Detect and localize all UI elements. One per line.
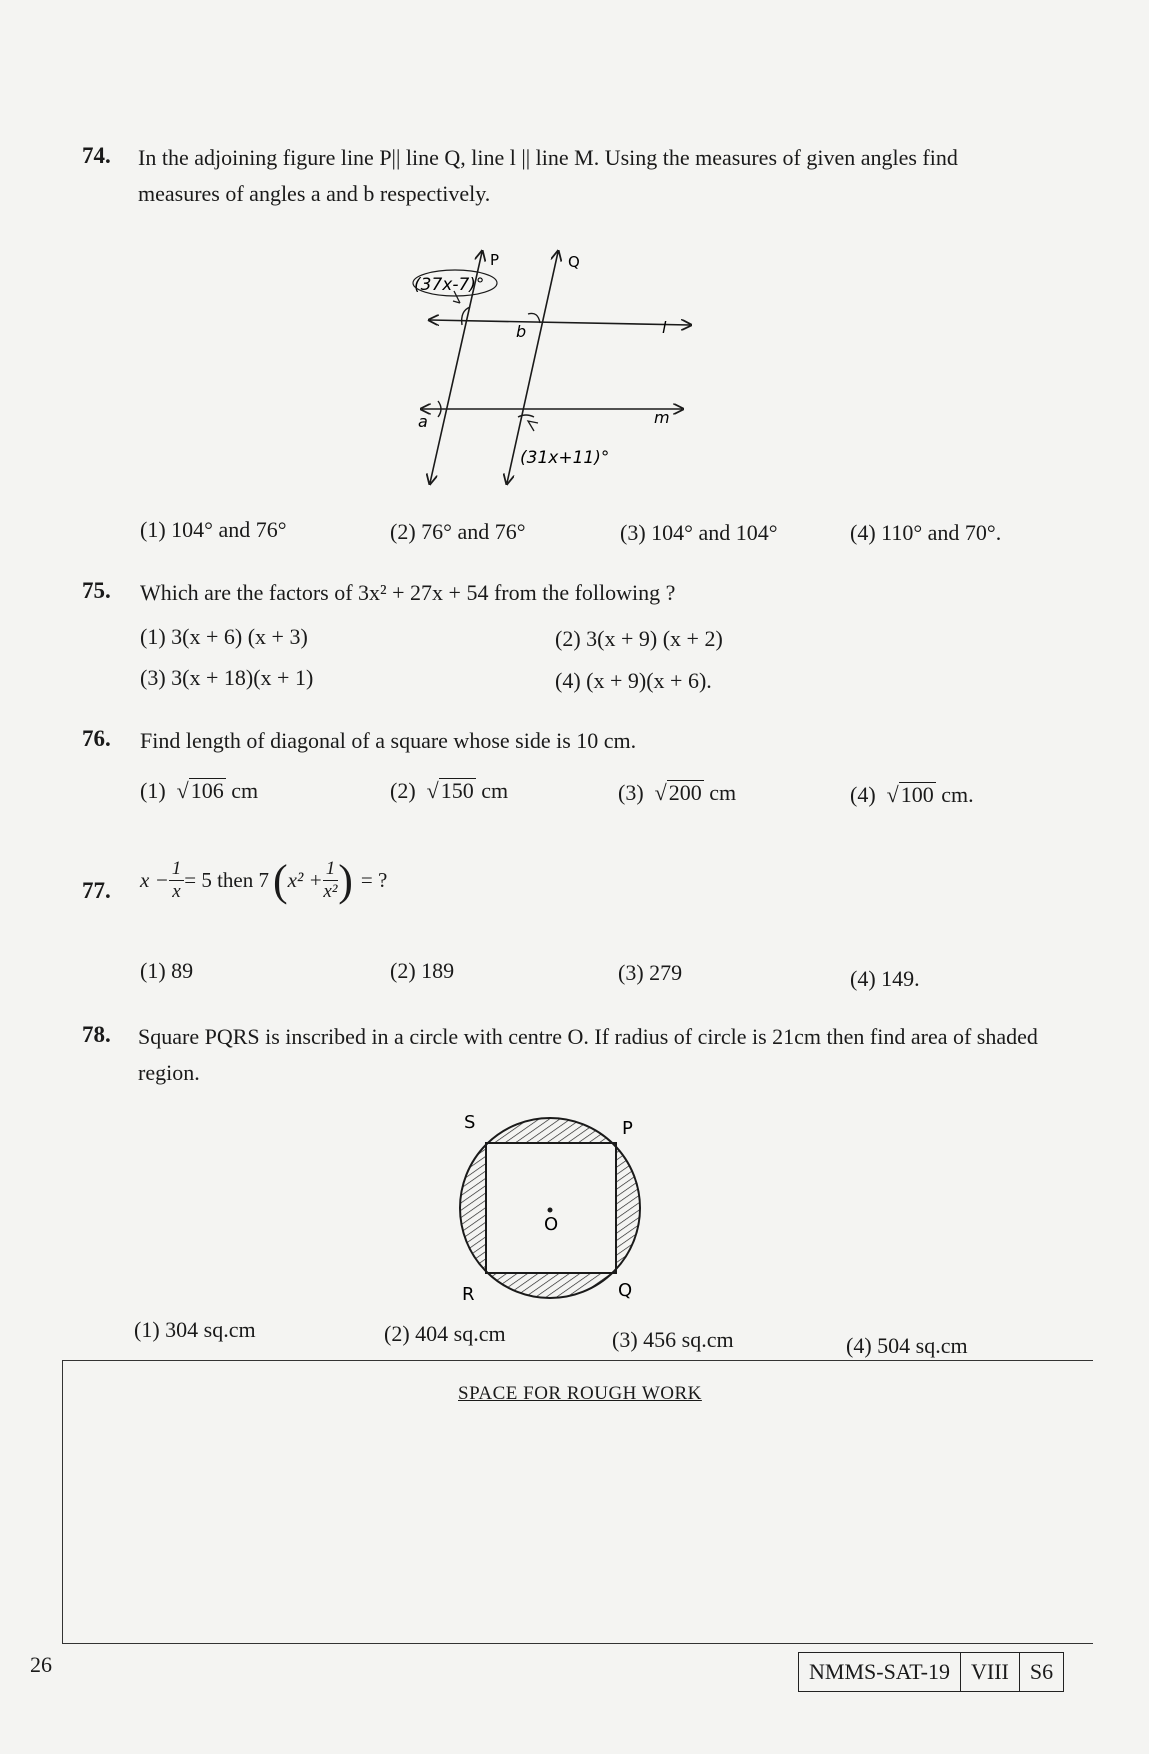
option-3: (3) 104° and 104° (620, 520, 778, 545)
unit: cm (709, 780, 737, 805)
option-4: (4) 110° and 70°. (850, 520, 1002, 545)
question-text: Find length of diagonal of a square whose side is 10 cm. (140, 728, 637, 753)
question-number: 74. (82, 143, 111, 168)
option-4: (4) (x + 9)(x + 6). (555, 668, 712, 693)
footer-code-box (798, 1652, 1064, 1692)
label-l: l (662, 318, 667, 337)
angle-label-top: (37x-7)° (414, 275, 485, 295)
label-o: O (544, 1214, 559, 1235)
question-number: 75. (82, 578, 111, 603)
option-3 (618, 780, 736, 806)
label-p: P (622, 1118, 633, 1139)
fraction-1-over-x (169, 858, 185, 903)
unit: cm (481, 778, 509, 803)
square-root: √200 (654, 780, 702, 805)
class-label: VIII (960, 1653, 1019, 1691)
close-paren: ) (338, 855, 353, 905)
option-2: (2) 404 sq.cm (384, 1321, 506, 1346)
option-1: (1) 3(x + 6) (x + 3) (140, 624, 308, 649)
label-q: Q (618, 1280, 633, 1301)
label-q: Q (568, 253, 580, 271)
radicand: 106 (190, 778, 224, 803)
option-4: (4) 149. (850, 966, 920, 991)
inscribed-square-figure (440, 1100, 660, 1320)
set-code: S6 (1019, 1653, 1063, 1691)
angle-label-bottom: (31x+11)° (520, 448, 610, 468)
option-prefix: (4) (850, 782, 876, 807)
question-number: 76. (82, 726, 111, 751)
parallel-lines-figure (400, 245, 720, 495)
label-s: S (464, 1112, 476, 1133)
radicand: 100 (900, 782, 934, 807)
fraction-1-over-x2 (323, 858, 339, 903)
option-2: (2) 3(x + 9) (x + 2) (555, 626, 723, 651)
square-root: √100 (886, 782, 934, 807)
fraction-numerator: 1 (169, 858, 185, 881)
exam-name: NMMS-SAT-19 (809, 1659, 951, 1684)
fraction-numerator: 1 (323, 858, 339, 881)
equation (140, 855, 388, 905)
option-prefix: (3) (618, 780, 644, 805)
option-1: (1) 89 (140, 958, 194, 983)
page-number: 26 (30, 1652, 52, 1677)
fraction-denominator: x (172, 881, 181, 902)
label-r: R (462, 1284, 475, 1305)
option-3: (3) 456 sq.cm (612, 1327, 734, 1352)
option-1 (140, 778, 258, 804)
eq-then: = 5 then 7 (184, 868, 269, 892)
open-paren: ( (273, 855, 288, 905)
label-p: P (490, 251, 500, 269)
option-1: (1) 104° and 76° (140, 517, 287, 542)
unit: cm. (941, 782, 974, 807)
question-text: In the adjoining figure line P|| line Q, line l || line M. Using the measures of given angles find measures of angles a and b respectively. (138, 145, 958, 206)
question-number: 77. (82, 878, 111, 903)
option-3: (3) 279 (618, 960, 683, 985)
eq-result: = ? (360, 868, 388, 892)
option-3: (3) 3(x + 18)(x + 1) (140, 665, 314, 690)
question-number: 78. (82, 1022, 111, 1047)
label-m: m (654, 408, 670, 427)
question-text: Square PQRS is inscribed in a circle with centre O. If radius of circle is 21cm then find area of shaded region. (138, 1024, 1038, 1085)
line-l (430, 320, 690, 325)
centre-point (548, 1208, 553, 1213)
rough-work-title: SPACE FOR ROUGH WORK (458, 1383, 702, 1404)
eq-x-squared: x² + (287, 868, 323, 892)
radicand: 200 (668, 780, 702, 805)
eq-x: x − (140, 868, 169, 892)
option-prefix: (2) (390, 778, 416, 803)
option-4: (4) 504 sq.cm (846, 1333, 968, 1358)
unit: cm (231, 778, 259, 803)
option-2: (2) 76° and 76° (390, 519, 526, 544)
option-2 (390, 778, 508, 804)
option-2: (2) 189 (390, 958, 455, 983)
option-1: (1) 304 sq.cm (134, 1317, 256, 1342)
option-4 (850, 782, 974, 808)
square-root: √150 (426, 778, 474, 803)
fraction-denominator: x² (323, 881, 338, 902)
square-root: √106 (176, 778, 224, 803)
option-prefix: (1) (140, 778, 166, 803)
label-a: a (418, 412, 428, 431)
label-b: b (516, 322, 527, 341)
radicand: 150 (440, 778, 474, 803)
question-text: Which are the factors of 3x² + 27x + 54 from the following ? (140, 580, 676, 605)
